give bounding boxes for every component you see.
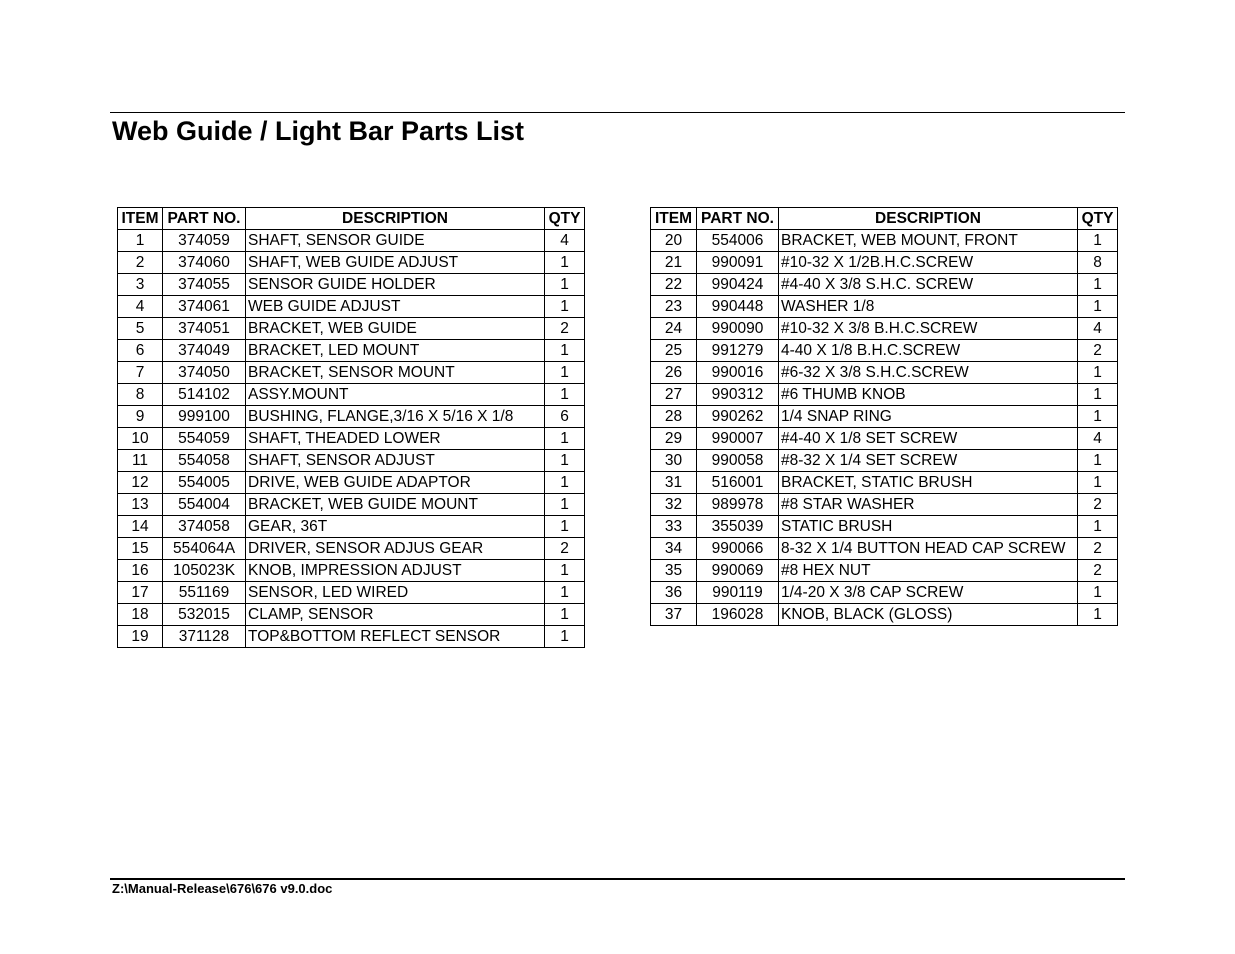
column-header-description: DESCRIPTION — [779, 208, 1078, 230]
item-cell: 13 — [118, 494, 163, 516]
quantity-cell: 1 — [545, 384, 585, 406]
part-number-cell: 990069 — [697, 560, 779, 582]
item-cell: 22 — [651, 274, 697, 296]
table-row — [118, 450, 585, 472]
description-cell: ASSY.MOUNT — [246, 384, 545, 406]
column-header-qty: QTY — [1078, 208, 1118, 230]
item-cell: 11 — [118, 450, 163, 472]
table-row — [651, 384, 1118, 406]
description-cell: #8 HEX NUT — [779, 560, 1078, 582]
item-cell: 3 — [118, 274, 163, 296]
description-cell: SENSOR GUIDE HOLDER — [246, 274, 545, 296]
part-number-cell: 990016 — [697, 362, 779, 384]
item-cell: 1 — [118, 230, 163, 252]
item-cell: 15 — [118, 538, 163, 560]
quantity-cell: 1 — [1078, 450, 1118, 472]
table-row — [651, 604, 1118, 626]
part-number-cell: 374055 — [163, 274, 246, 296]
item-cell: 10 — [118, 428, 163, 450]
part-number-cell: 990007 — [697, 428, 779, 450]
table-header-row — [651, 208, 1118, 230]
part-number-cell: 554064A — [163, 538, 246, 560]
quantity-cell: 1 — [545, 516, 585, 538]
description-cell: #8-32 X 1/4 SET SCREW — [779, 450, 1078, 472]
part-number-cell: 374050 — [163, 362, 246, 384]
footer-file-path: Z:\Manual-Release\676\676 v9.0.doc — [112, 881, 333, 896]
quantity-cell: 1 — [545, 274, 585, 296]
description-cell: DRIVE, WEB GUIDE ADAPTOR — [246, 472, 545, 494]
table-row — [118, 494, 585, 516]
quantity-cell: 1 — [545, 472, 585, 494]
table-row — [118, 362, 585, 384]
quantity-cell: 1 — [1078, 274, 1118, 296]
parts-table-right — [650, 207, 1118, 626]
part-number-cell: 554059 — [163, 428, 246, 450]
table-row — [651, 318, 1118, 340]
table-row — [651, 230, 1118, 252]
column-header-part-no: PART NO. — [163, 208, 246, 230]
item-cell: 18 — [118, 604, 163, 626]
item-cell: 20 — [651, 230, 697, 252]
item-cell: 36 — [651, 582, 697, 604]
quantity-cell: 2 — [1078, 494, 1118, 516]
part-number-cell: 999100 — [163, 406, 246, 428]
part-number-cell: 990262 — [697, 406, 779, 428]
quantity-cell: 1 — [1078, 516, 1118, 538]
part-number-cell: 990119 — [697, 582, 779, 604]
item-cell: 35 — [651, 560, 697, 582]
part-number-cell: 990091 — [697, 252, 779, 274]
item-cell: 24 — [651, 318, 697, 340]
description-cell: BRACKET, STATIC BRUSH — [779, 472, 1078, 494]
item-cell: 33 — [651, 516, 697, 538]
item-cell: 27 — [651, 384, 697, 406]
description-cell: #10-32 X 1/2B.H.C.SCREW — [779, 252, 1078, 274]
table-row — [118, 340, 585, 362]
part-number-cell: 196028 — [697, 604, 779, 626]
part-number-cell: 371128 — [163, 626, 246, 648]
table-row — [651, 428, 1118, 450]
table-row — [118, 252, 585, 274]
quantity-cell: 6 — [545, 406, 585, 428]
footer-rule — [110, 878, 1125, 880]
part-number-cell: 990058 — [697, 450, 779, 472]
description-cell: #4-40 X 1/8 SET SCREW — [779, 428, 1078, 450]
quantity-cell: 1 — [545, 604, 585, 626]
part-number-cell: 990312 — [697, 384, 779, 406]
item-cell: 19 — [118, 626, 163, 648]
description-cell: WEB GUIDE ADJUST — [246, 296, 545, 318]
part-number-cell: 990090 — [697, 318, 779, 340]
description-cell: SENSOR, LED WIRED — [246, 582, 545, 604]
part-number-cell: 374049 — [163, 340, 246, 362]
part-number-cell: 990066 — [697, 538, 779, 560]
item-cell: 12 — [118, 472, 163, 494]
table-row — [118, 274, 585, 296]
part-number-cell: 554005 — [163, 472, 246, 494]
quantity-cell: 1 — [545, 252, 585, 274]
description-cell: GEAR, 36T — [246, 516, 545, 538]
item-cell: 37 — [651, 604, 697, 626]
item-cell: 9 — [118, 406, 163, 428]
item-cell: 21 — [651, 252, 697, 274]
description-cell: #10-32 X 3/8 B.H.C.SCREW — [779, 318, 1078, 340]
quantity-cell: 1 — [545, 362, 585, 384]
table-row — [651, 582, 1118, 604]
description-cell: BRACKET, WEB GUIDE MOUNT — [246, 494, 545, 516]
table-row — [118, 560, 585, 582]
header-rule — [110, 112, 1125, 113]
quantity-cell: 1 — [1078, 230, 1118, 252]
description-cell: #8 STAR WASHER — [779, 494, 1078, 516]
table-row — [651, 472, 1118, 494]
description-cell: #6-32 X 3/8 S.H.C.SCREW — [779, 362, 1078, 384]
item-cell: 5 — [118, 318, 163, 340]
description-cell: TOP&BOTTOM REFLECT SENSOR — [246, 626, 545, 648]
part-number-cell: 374058 — [163, 516, 246, 538]
description-cell: KNOB, IMPRESSION ADJUST — [246, 560, 545, 582]
table-row — [118, 472, 585, 494]
part-number-cell: 551169 — [163, 582, 246, 604]
description-cell: 8-32 X 1/4 BUTTON HEAD CAP SCREW — [779, 538, 1078, 560]
description-cell: CLAMP, SENSOR — [246, 604, 545, 626]
description-cell: 4-40 X 1/8 B.H.C.SCREW — [779, 340, 1078, 362]
description-cell: DRIVER, SENSOR ADJUS GEAR — [246, 538, 545, 560]
part-number-cell: 532015 — [163, 604, 246, 626]
part-number-cell: 516001 — [697, 472, 779, 494]
description-cell: WASHER 1/8 — [779, 296, 1078, 318]
description-cell: KNOB, BLACK (GLOSS) — [779, 604, 1078, 626]
item-cell: 4 — [118, 296, 163, 318]
part-number-cell: 374060 — [163, 252, 246, 274]
table-row — [118, 296, 585, 318]
item-cell: 17 — [118, 582, 163, 604]
quantity-cell: 1 — [1078, 472, 1118, 494]
item-cell: 34 — [651, 538, 697, 560]
part-number-cell: 374059 — [163, 230, 246, 252]
quantity-cell: 4 — [1078, 428, 1118, 450]
quantity-cell: 1 — [545, 582, 585, 604]
description-cell: BUSHING, FLANGE,3/16 X 5/16 X 1/8 — [246, 406, 545, 428]
table-row — [118, 428, 585, 450]
item-cell: 23 — [651, 296, 697, 318]
table-row — [118, 230, 585, 252]
item-cell: 31 — [651, 472, 697, 494]
table-row — [118, 406, 585, 428]
table-row — [651, 516, 1118, 538]
table-row — [118, 604, 585, 626]
table-row — [118, 516, 585, 538]
item-cell: 26 — [651, 362, 697, 384]
quantity-cell: 4 — [1078, 318, 1118, 340]
quantity-cell: 1 — [1078, 406, 1118, 428]
item-cell: 16 — [118, 560, 163, 582]
column-header-qty: QTY — [545, 208, 585, 230]
part-number-cell: 991279 — [697, 340, 779, 362]
quantity-cell: 1 — [1078, 296, 1118, 318]
description-cell: BRACKET, WEB MOUNT, FRONT — [779, 230, 1078, 252]
table-row — [118, 626, 585, 648]
description-cell: STATIC BRUSH — [779, 516, 1078, 538]
description-cell: SHAFT, THEADED LOWER — [246, 428, 545, 450]
table-header-row — [118, 208, 585, 230]
part-number-cell: 990448 — [697, 296, 779, 318]
part-number-cell: 554006 — [697, 230, 779, 252]
quantity-cell: 1 — [1078, 582, 1118, 604]
page-title: Web Guide / Light Bar Parts List — [112, 116, 525, 146]
item-cell: 2 — [118, 252, 163, 274]
part-number-cell: 514102 — [163, 384, 246, 406]
quantity-cell: 2 — [545, 538, 585, 560]
quantity-cell: 1 — [545, 450, 585, 472]
quantity-cell: 1 — [545, 428, 585, 450]
table-row — [651, 494, 1118, 516]
quantity-cell: 1 — [545, 560, 585, 582]
item-cell: 29 — [651, 428, 697, 450]
table-row — [651, 296, 1118, 318]
column-header-description: DESCRIPTION — [246, 208, 545, 230]
column-header-item: ITEM — [118, 208, 163, 230]
part-number-cell: 554058 — [163, 450, 246, 472]
part-number-cell: 374051 — [163, 318, 246, 340]
quantity-cell: 4 — [545, 230, 585, 252]
description-cell: SHAFT, WEB GUIDE ADJUST — [246, 252, 545, 274]
column-header-item: ITEM — [651, 208, 697, 230]
quantity-cell: 1 — [1078, 384, 1118, 406]
column-header-part-no: PART NO. — [697, 208, 779, 230]
part-number-cell: 990424 — [697, 274, 779, 296]
item-cell: 32 — [651, 494, 697, 516]
table-row — [651, 406, 1118, 428]
table-row — [651, 450, 1118, 472]
item-cell: 14 — [118, 516, 163, 538]
description-cell: BRACKET, SENSOR MOUNT — [246, 362, 545, 384]
item-cell: 28 — [651, 406, 697, 428]
table-row — [651, 252, 1118, 274]
quantity-cell: 1 — [545, 626, 585, 648]
part-number-cell: 554004 — [163, 494, 246, 516]
item-cell: 7 — [118, 362, 163, 384]
item-cell: 8 — [118, 384, 163, 406]
quantity-cell: 1 — [545, 296, 585, 318]
description-cell: 1/4 SNAP RING — [779, 406, 1078, 428]
quantity-cell: 1 — [1078, 604, 1118, 626]
part-number-cell: 989978 — [697, 494, 779, 516]
description-cell: SHAFT, SENSOR ADJUST — [246, 450, 545, 472]
quantity-cell: 2 — [545, 318, 585, 340]
item-cell: 6 — [118, 340, 163, 362]
description-cell: #6 THUMB KNOB — [779, 384, 1078, 406]
table-row — [651, 362, 1118, 384]
quantity-cell: 1 — [1078, 362, 1118, 384]
item-cell: 25 — [651, 340, 697, 362]
description-cell: SHAFT, SENSOR GUIDE — [246, 230, 545, 252]
quantity-cell: 2 — [1078, 538, 1118, 560]
item-cell: 30 — [651, 450, 697, 472]
description-cell: 1/4-20 X 3/8 CAP SCREW — [779, 582, 1078, 604]
table-row — [651, 560, 1118, 582]
parts-table-left — [117, 207, 585, 648]
quantity-cell: 1 — [545, 494, 585, 516]
table-row — [118, 538, 585, 560]
table-row — [651, 274, 1118, 296]
description-cell: BRACKET, WEB GUIDE — [246, 318, 545, 340]
description-cell: BRACKET, LED MOUNT — [246, 340, 545, 362]
part-number-cell: 355039 — [697, 516, 779, 538]
table-row — [651, 538, 1118, 560]
quantity-cell: 1 — [545, 340, 585, 362]
table-row — [118, 318, 585, 340]
table-row — [118, 384, 585, 406]
table-row — [118, 582, 585, 604]
table-row — [651, 340, 1118, 362]
quantity-cell: 8 — [1078, 252, 1118, 274]
description-cell: #4-40 X 3/8 S.H.C. SCREW — [779, 274, 1078, 296]
part-number-cell: 374061 — [163, 296, 246, 318]
part-number-cell: 105023K — [163, 560, 246, 582]
quantity-cell: 2 — [1078, 340, 1118, 362]
quantity-cell: 2 — [1078, 560, 1118, 582]
